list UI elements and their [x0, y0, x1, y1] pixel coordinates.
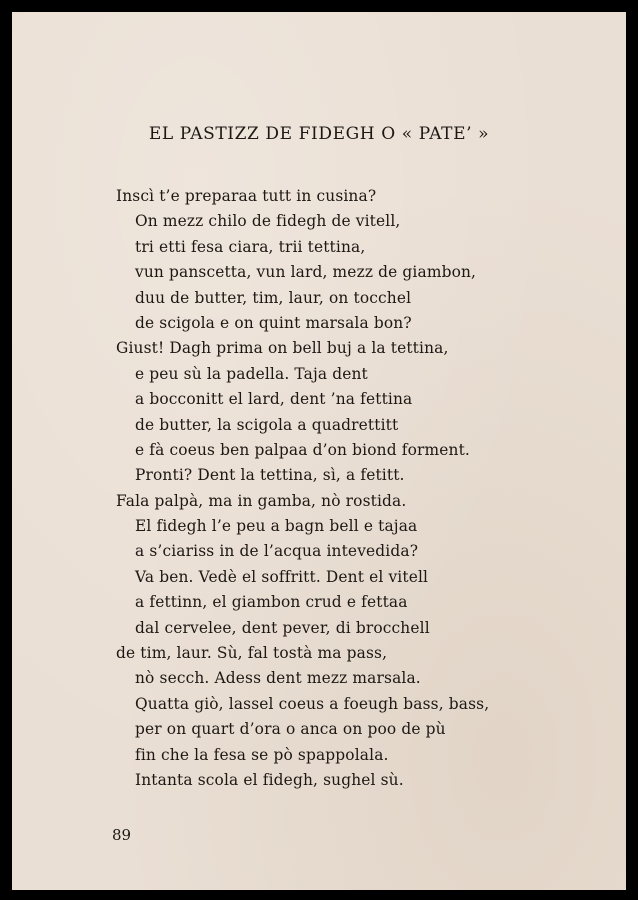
poem-line: duu de butter, tim, laur, on tocchel [135, 288, 412, 307]
poem-line: Intanta scola el fidegh, sughel sù. [135, 770, 404, 789]
poem-title: EL PASTIZZ DE FIDEGH O « PATE’ » [148, 124, 490, 144]
poem-line: Fala palpà, ma in gamba, nò rostida. [116, 491, 407, 510]
poem-line: Giust! Dagh prima on bell buj a la tettina, [116, 339, 449, 358]
poem-line: e peu sù la padella. Taja dent [135, 364, 368, 383]
poem-line: de scigola e on quint marsala bon? [135, 313, 412, 332]
poem-line: a fettinn, el giambon crud e fettaa [135, 593, 408, 612]
poem-line: Inscì t’e preparaa tutt in cusina? [116, 187, 377, 205]
poem-line: fin che la fesa se pò spappolala. [135, 745, 389, 764]
page-number: 89 [112, 826, 132, 844]
poem-line: vun panscetta, vun lard, mezz de giambon, [135, 263, 477, 282]
poem-body [116, 184, 536, 793]
poem-line: de tim, laur. Sù, fal tostà ma pass, [116, 644, 388, 663]
poem-line: de butter, la scigola a quadrettitt [135, 415, 399, 434]
poem-line: dal cervelee, dent pever, di brocchell [135, 618, 430, 637]
poem-line: a bocconitt el lard, dent ’na fettina [135, 390, 413, 409]
poem-line: On mezz chilo de fidegh de vitell, [135, 212, 401, 231]
poem-line: tri etti fesa ciara, trii tettina, [135, 237, 366, 256]
book-page [12, 12, 626, 890]
poem-line: e fà coeus ben palpaa d’on biond forment. [135, 440, 470, 459]
poem-line: per on quart d’ora o anca on poo de pù [135, 720, 446, 739]
poem-line: Pronti? Dent la tettina, sì, a fetitt. [135, 466, 405, 485]
poem-line: El fidegh l’e peu a bagn bell e tajaa [135, 517, 418, 536]
poem-line: Va ben. Vedè el soffritt. Dent el vitell [135, 567, 429, 586]
poem-line: a s’ciariss in de l’acqua intevedida? [135, 542, 419, 561]
poem-line: nò secch. Adess dent mezz marsala. [135, 669, 421, 688]
poem-line: Quatta giò, lassel coeus a foeugh bass, bass, [135, 694, 490, 713]
